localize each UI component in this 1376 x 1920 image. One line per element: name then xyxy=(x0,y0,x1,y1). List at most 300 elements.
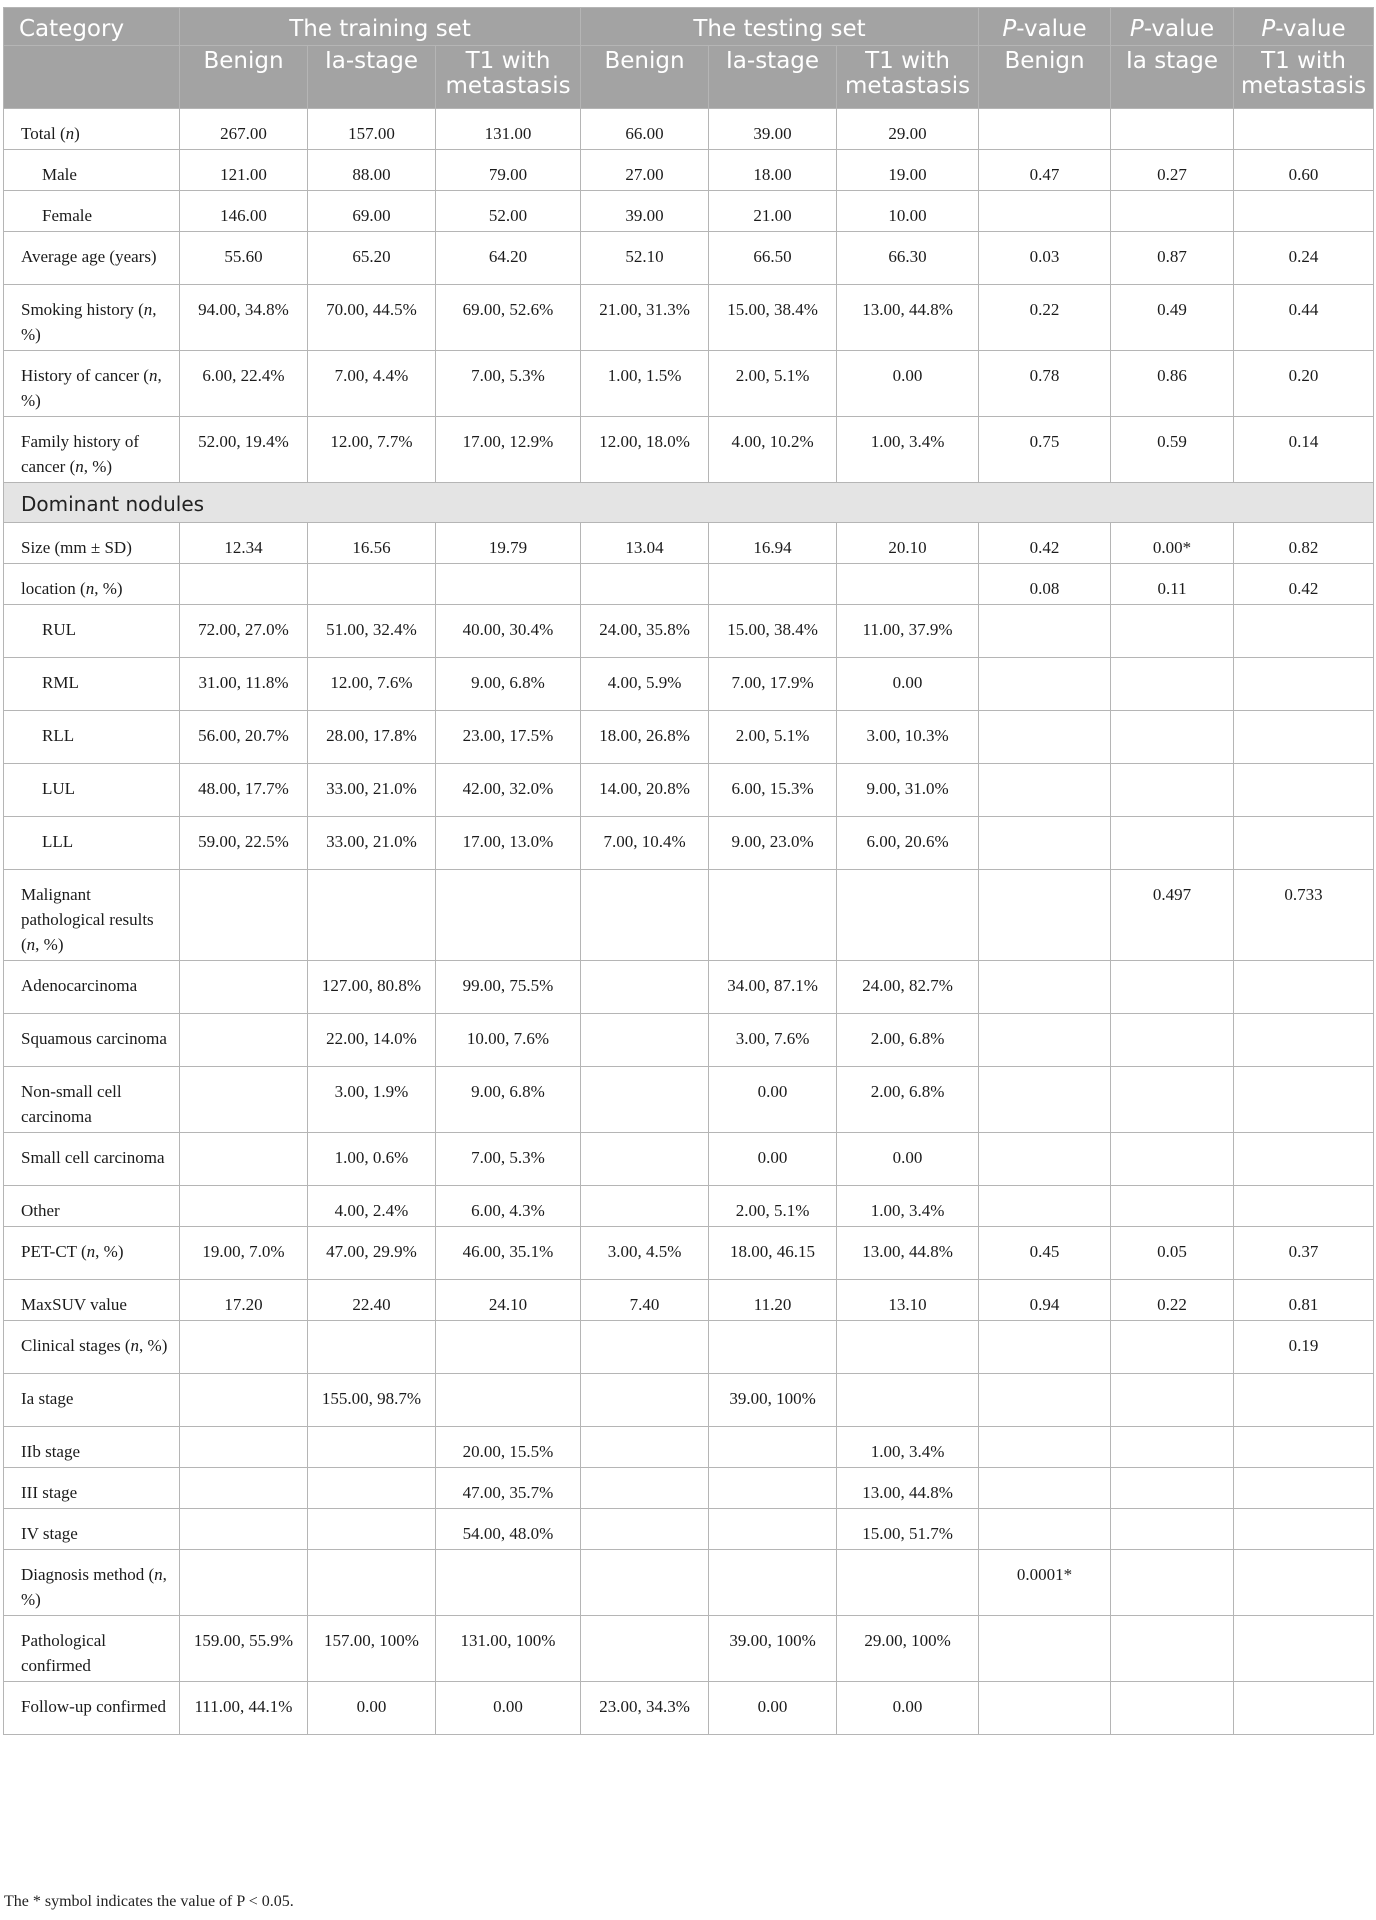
table-cell xyxy=(1111,605,1234,658)
table-cell: 0.27 xyxy=(1111,150,1234,191)
table-cell xyxy=(1111,1468,1234,1509)
table-cell xyxy=(308,1468,436,1509)
table-cell: 0.37 xyxy=(1234,1227,1374,1280)
table-cell xyxy=(1111,1321,1234,1374)
table-cell: 39.00, 100% xyxy=(709,1616,837,1682)
table-cell xyxy=(581,1067,709,1133)
table-cell xyxy=(709,1427,837,1468)
table-cell: 0.45 xyxy=(979,1227,1111,1280)
table-cell: 66.50 xyxy=(709,232,837,285)
table-cell xyxy=(1234,1509,1374,1550)
table-cell: 6.00, 20.6% xyxy=(837,817,979,870)
table-cell: 13.04 xyxy=(581,523,709,564)
table-cell: 28.00, 17.8% xyxy=(308,711,436,764)
table-cell: 1.00, 3.4% xyxy=(837,1186,979,1227)
table-cell xyxy=(1111,711,1234,764)
table-cell: 9.00, 6.8% xyxy=(436,658,581,711)
table-cell: 24.00, 35.8% xyxy=(581,605,709,658)
header-p-benign: Benign xyxy=(979,46,1111,109)
header-test-benign: Benign xyxy=(581,46,709,109)
table-cell xyxy=(581,870,709,961)
table-cell: 24.00, 82.7% xyxy=(837,961,979,1014)
table-row xyxy=(4,961,1374,1014)
table-cell: 52.00 xyxy=(436,191,581,232)
table-cell xyxy=(1111,764,1234,817)
table-cell xyxy=(581,961,709,1014)
table-row xyxy=(4,191,1374,232)
table-cell: 0.14 xyxy=(1234,417,1374,483)
table-cell: 47.00, 35.7% xyxy=(436,1468,581,1509)
table-cell: 11.20 xyxy=(709,1280,837,1321)
row-label: Ia stage xyxy=(4,1374,180,1427)
section-row xyxy=(4,483,1374,523)
table-cell: 3.00, 10.3% xyxy=(837,711,979,764)
table-cell: 9.00, 23.0% xyxy=(709,817,837,870)
table-cell: 15.00, 38.4% xyxy=(709,605,837,658)
table-cell: 15.00, 38.4% xyxy=(709,285,837,351)
table-cell xyxy=(180,961,308,1014)
table-cell: 0.42 xyxy=(1234,564,1374,605)
table-cell xyxy=(180,1133,308,1186)
table-cell: 7.00, 5.3% xyxy=(436,351,581,417)
table-cell: 94.00, 34.8% xyxy=(180,285,308,351)
header-test-ia-stage: Ia-stage xyxy=(709,46,837,109)
table-cell xyxy=(180,1186,308,1227)
table-row xyxy=(4,1682,1374,1735)
table-row xyxy=(4,1321,1374,1374)
table-cell: 69.00, 52.6% xyxy=(436,285,581,351)
table-cell xyxy=(837,1374,979,1427)
table-row xyxy=(4,711,1374,764)
row-label: RML xyxy=(4,658,180,711)
table-cell: 0.47 xyxy=(979,150,1111,191)
table-row xyxy=(4,870,1374,961)
table-cell: 17.00, 13.0% xyxy=(436,817,581,870)
table-cell: 29.00 xyxy=(837,109,979,150)
table-row xyxy=(4,1550,1374,1616)
table-cell xyxy=(979,1682,1111,1735)
table-cell xyxy=(180,1468,308,1509)
table-cell: 88.00 xyxy=(308,150,436,191)
table-cell: 20.10 xyxy=(837,523,979,564)
table-cell: 1.00, 0.6% xyxy=(308,1133,436,1186)
table-cell: 0.03 xyxy=(979,232,1111,285)
table-cell: 21.00 xyxy=(709,191,837,232)
table-cell xyxy=(1234,1186,1374,1227)
row-label: Male xyxy=(4,150,180,191)
table-cell: 22.40 xyxy=(308,1280,436,1321)
row-label: LUL xyxy=(4,764,180,817)
table-cell xyxy=(1111,1427,1234,1468)
table-cell: 40.00, 30.4% xyxy=(436,605,581,658)
table-cell: 11.00, 37.9% xyxy=(837,605,979,658)
table-cell xyxy=(837,564,979,605)
table-cell xyxy=(1234,961,1374,1014)
table-cell xyxy=(436,564,581,605)
table-cell: 111.00, 44.1% xyxy=(180,1682,308,1735)
table-cell: 22.00, 14.0% xyxy=(308,1014,436,1067)
table-row xyxy=(4,150,1374,191)
table-cell xyxy=(1111,1374,1234,1427)
table-body xyxy=(4,109,1374,1735)
table-cell: 29.00, 100% xyxy=(837,1616,979,1682)
table-cell: 10.00 xyxy=(837,191,979,232)
table-cell: 3.00, 7.6% xyxy=(709,1014,837,1067)
table-cell: 0.59 xyxy=(1111,417,1234,483)
table-cell xyxy=(180,564,308,605)
table-row xyxy=(4,1067,1374,1133)
table-row xyxy=(4,564,1374,605)
row-label: RUL xyxy=(4,605,180,658)
table-cell: 65.20 xyxy=(308,232,436,285)
table-cell: 46.00, 35.1% xyxy=(436,1227,581,1280)
row-label: Other xyxy=(4,1186,180,1227)
table-cell xyxy=(581,1550,709,1616)
table-cell xyxy=(1234,764,1374,817)
header-p-t1-metastasis: T1 with metastasis xyxy=(1234,46,1374,109)
table-cell xyxy=(308,1321,436,1374)
table-cell xyxy=(1111,1067,1234,1133)
table-cell: 2.00, 6.8% xyxy=(837,1067,979,1133)
table-cell: 0.86 xyxy=(1111,351,1234,417)
table-cell: 0.00 xyxy=(709,1682,837,1735)
table-cell xyxy=(709,1321,837,1374)
table-row xyxy=(4,605,1374,658)
header-train-ia-stage: Ia-stage xyxy=(308,46,436,109)
table-cell xyxy=(1111,1014,1234,1067)
table-cell xyxy=(1111,961,1234,1014)
table-cell xyxy=(837,1550,979,1616)
table-cell: 0.22 xyxy=(1111,1280,1234,1321)
table-cell xyxy=(1111,1550,1234,1616)
table-cell xyxy=(979,764,1111,817)
table-cell xyxy=(979,1616,1111,1682)
table-row xyxy=(4,764,1374,817)
table-cell: 0.00 xyxy=(709,1067,837,1133)
table-row xyxy=(4,351,1374,417)
table-cell: 47.00, 29.9% xyxy=(308,1227,436,1280)
table-cell xyxy=(1234,1427,1374,1468)
table-cell: 0.11 xyxy=(1111,564,1234,605)
table-cell: 0.42 xyxy=(979,523,1111,564)
table-cell xyxy=(436,1374,581,1427)
row-label: Average age (years) xyxy=(4,232,180,285)
table-cell: 51.00, 32.4% xyxy=(308,605,436,658)
table-cell: 19.00, 7.0% xyxy=(180,1227,308,1280)
table-cell xyxy=(1234,1014,1374,1067)
table-cell: 6.00, 22.4% xyxy=(180,351,308,417)
row-label: IIb stage xyxy=(4,1427,180,1468)
table-cell: 4.00, 10.2% xyxy=(709,417,837,483)
table-cell: 0.00 xyxy=(837,1682,979,1735)
table-cell xyxy=(1234,1616,1374,1682)
table-cell xyxy=(581,564,709,605)
table-cell xyxy=(1111,658,1234,711)
row-label: Follow-up confirmed xyxy=(4,1682,180,1735)
table-cell xyxy=(979,191,1111,232)
table-cell: 4.00, 5.9% xyxy=(581,658,709,711)
table-cell: 0.733 xyxy=(1234,870,1374,961)
row-label: Clinical stages (n, %) xyxy=(4,1321,180,1374)
table-cell xyxy=(979,1014,1111,1067)
table-cell xyxy=(581,1427,709,1468)
table-cell: 0.0001* xyxy=(979,1550,1111,1616)
table-cell: 0.87 xyxy=(1111,232,1234,285)
table-cell: 34.00, 87.1% xyxy=(709,961,837,1014)
table-cell: 12.00, 7.6% xyxy=(308,658,436,711)
table-cell: 9.00, 6.8% xyxy=(436,1067,581,1133)
table-cell: 19.00 xyxy=(837,150,979,191)
table-cell xyxy=(1234,817,1374,870)
table-cell xyxy=(979,711,1111,764)
table-row xyxy=(4,658,1374,711)
table-cell xyxy=(581,1133,709,1186)
table-cell xyxy=(979,961,1111,1014)
table-cell: 55.60 xyxy=(180,232,308,285)
table-cell: 21.00, 31.3% xyxy=(581,285,709,351)
table-cell xyxy=(581,1509,709,1550)
table-cell: 16.94 xyxy=(709,523,837,564)
table-cell xyxy=(1234,1067,1374,1133)
row-label: Diagnosis method (n, %) xyxy=(4,1550,180,1616)
table-cell xyxy=(308,564,436,605)
table-cell: 23.00, 34.3% xyxy=(581,1682,709,1735)
table-cell xyxy=(308,1550,436,1616)
table-cell: 7.00, 4.4% xyxy=(308,351,436,417)
table-row xyxy=(4,1014,1374,1067)
table-cell: 70.00, 44.5% xyxy=(308,285,436,351)
table-row xyxy=(4,1616,1374,1682)
table-cell xyxy=(979,1427,1111,1468)
table-cell xyxy=(436,870,581,961)
table-cell: 27.00 xyxy=(581,150,709,191)
table-cell: 1.00, 3.4% xyxy=(837,417,979,483)
table-cell: 20.00, 15.5% xyxy=(436,1427,581,1468)
table-cell xyxy=(180,1374,308,1427)
table-cell: 10.00, 7.6% xyxy=(436,1014,581,1067)
table-cell xyxy=(979,109,1111,150)
table-cell: 2.00, 6.8% xyxy=(837,1014,979,1067)
row-label: Squamous carcinoma xyxy=(4,1014,180,1067)
table-cell: 12.00, 7.7% xyxy=(308,417,436,483)
row-label: location (n, %) xyxy=(4,564,180,605)
characteristics-table-container xyxy=(3,7,1373,1735)
table-cell: 99.00, 75.5% xyxy=(436,961,581,1014)
table-cell: 131.00 xyxy=(436,109,581,150)
row-label: Small cell carcinoma xyxy=(4,1133,180,1186)
table-cell: 18.00, 26.8% xyxy=(581,711,709,764)
table-cell: 13.00, 44.8% xyxy=(837,1227,979,1280)
row-label: III stage xyxy=(4,1468,180,1509)
table-cell xyxy=(581,1321,709,1374)
table-cell: 0.60 xyxy=(1234,150,1374,191)
table-cell: 13.10 xyxy=(837,1280,979,1321)
table-cell: 0.05 xyxy=(1111,1227,1234,1280)
header-p-value-1: P-value xyxy=(979,8,1111,46)
header-testing-set: The testing set xyxy=(581,8,979,46)
table-cell: 39.00, 100% xyxy=(709,1374,837,1427)
table-cell xyxy=(180,1509,308,1550)
table-cell: 146.00 xyxy=(180,191,308,232)
header-train-benign: Benign xyxy=(180,46,308,109)
table-cell: 54.00, 48.0% xyxy=(436,1509,581,1550)
table-cell: 0.00 xyxy=(837,658,979,711)
table-cell: 267.00 xyxy=(180,109,308,150)
table-cell: 16.56 xyxy=(308,523,436,564)
table-row xyxy=(4,1133,1374,1186)
table-cell: 72.00, 27.0% xyxy=(180,605,308,658)
table-cell xyxy=(1234,605,1374,658)
row-label: Malignant pathological results (n, %) xyxy=(4,870,180,961)
table-cell xyxy=(1234,711,1374,764)
row-label: PET-CT (n, %) xyxy=(4,1227,180,1280)
table-row xyxy=(4,1468,1374,1509)
row-label: Size (mm ± SD) xyxy=(4,523,180,564)
table-cell xyxy=(180,1321,308,1374)
table-cell xyxy=(308,1509,436,1550)
table-cell: 66.30 xyxy=(837,232,979,285)
table-cell xyxy=(308,1427,436,1468)
table-cell: 4.00, 2.4% xyxy=(308,1186,436,1227)
table-row xyxy=(4,232,1374,285)
table-cell: 7.00, 5.3% xyxy=(436,1133,581,1186)
table-cell xyxy=(1234,1374,1374,1427)
table-cell: 17.20 xyxy=(180,1280,308,1321)
table-cell: 56.00, 20.7% xyxy=(180,711,308,764)
table-row xyxy=(4,1280,1374,1321)
table-cell: 0.94 xyxy=(979,1280,1111,1321)
table-cell: 19.79 xyxy=(436,523,581,564)
table-cell: 14.00, 20.8% xyxy=(581,764,709,817)
table-cell xyxy=(979,1468,1111,1509)
table-cell xyxy=(1111,1133,1234,1186)
table-cell xyxy=(979,1509,1111,1550)
table-cell: 0.44 xyxy=(1234,285,1374,351)
header-training-set: The training set xyxy=(180,8,581,46)
table-cell xyxy=(1234,1133,1374,1186)
table-cell: 2.00, 5.1% xyxy=(709,351,837,417)
table-cell xyxy=(180,1550,308,1616)
table-cell: 0.08 xyxy=(979,564,1111,605)
table-cell xyxy=(1111,817,1234,870)
table-cell: 79.00 xyxy=(436,150,581,191)
table-cell: 6.00, 15.3% xyxy=(709,764,837,817)
table-cell: 131.00, 100% xyxy=(436,1616,581,1682)
row-label: Pathological confirmed xyxy=(4,1616,180,1682)
table-row xyxy=(4,1186,1374,1227)
table-cell xyxy=(837,870,979,961)
table-cell xyxy=(180,1067,308,1133)
table-cell xyxy=(1234,1682,1374,1735)
table-cell xyxy=(1234,658,1374,711)
table-cell xyxy=(1111,1186,1234,1227)
table-cell: 0.81 xyxy=(1234,1280,1374,1321)
table-cell: 3.00, 1.9% xyxy=(308,1067,436,1133)
table-cell: 64.20 xyxy=(436,232,581,285)
table-cell xyxy=(581,1616,709,1682)
table-cell: 1.00, 3.4% xyxy=(837,1427,979,1468)
table-cell: 12.34 xyxy=(180,523,308,564)
table-cell xyxy=(1234,1468,1374,1509)
table-cell: 24.10 xyxy=(436,1280,581,1321)
header-test-t1-metastasis: T1 with metastasis xyxy=(837,46,979,109)
table-cell: 52.10 xyxy=(581,232,709,285)
table-cell: 157.00 xyxy=(308,109,436,150)
table-cell: 157.00, 100% xyxy=(308,1616,436,1682)
table-cell: 48.00, 17.7% xyxy=(180,764,308,817)
table-cell: 0.49 xyxy=(1111,285,1234,351)
table-cell xyxy=(709,564,837,605)
table-cell: 0.00 xyxy=(837,1133,979,1186)
table-cell: 0.00 xyxy=(308,1682,436,1735)
table-cell: 39.00 xyxy=(709,109,837,150)
table-cell: 23.00, 17.5% xyxy=(436,711,581,764)
table-cell: 0.24 xyxy=(1234,232,1374,285)
row-label: Female xyxy=(4,191,180,232)
table-cell xyxy=(436,1550,581,1616)
table-cell xyxy=(436,1321,581,1374)
table-cell xyxy=(1111,191,1234,232)
header-category: Category xyxy=(4,8,180,46)
header-train-t1-metastasis: T1 with metastasis xyxy=(436,46,581,109)
table-cell: 15.00, 51.7% xyxy=(837,1509,979,1550)
table-row xyxy=(4,1227,1374,1280)
row-label: Adenocarcinoma xyxy=(4,961,180,1014)
table-row xyxy=(4,1509,1374,1550)
table-row xyxy=(4,285,1374,351)
table-cell xyxy=(979,605,1111,658)
table-cell: 69.00 xyxy=(308,191,436,232)
table-cell: 13.00, 44.8% xyxy=(837,1468,979,1509)
row-label: IV stage xyxy=(4,1509,180,1550)
table-cell xyxy=(308,870,436,961)
table-cell: 0.00* xyxy=(1111,523,1234,564)
table-cell xyxy=(979,1321,1111,1374)
section-title: Dominant nodules xyxy=(4,483,1374,523)
table-cell: 18.00 xyxy=(709,150,837,191)
table-cell: 0.78 xyxy=(979,351,1111,417)
table-cell: 0.20 xyxy=(1234,351,1374,417)
table-cell xyxy=(709,1550,837,1616)
table-row xyxy=(4,523,1374,564)
row-label: LLL xyxy=(4,817,180,870)
table-cell: 159.00, 55.9% xyxy=(180,1616,308,1682)
table-cell: 127.00, 80.8% xyxy=(308,961,436,1014)
table-cell: 0.00 xyxy=(837,351,979,417)
table-cell: 12.00, 18.0% xyxy=(581,417,709,483)
row-label: Family history of cancer (n, %) xyxy=(4,417,180,483)
table-cell: 0.497 xyxy=(1111,870,1234,961)
table-row xyxy=(4,817,1374,870)
table-cell: 0.75 xyxy=(979,417,1111,483)
table-cell: 0.22 xyxy=(979,285,1111,351)
header-p-ia-stage: Ia stage xyxy=(1111,46,1234,109)
table-cell: 18.00, 46.15 xyxy=(709,1227,837,1280)
table-cell: 7.00, 10.4% xyxy=(581,817,709,870)
table-cell: 52.00, 19.4% xyxy=(180,417,308,483)
table-cell: 59.00, 22.5% xyxy=(180,817,308,870)
table-cell: 155.00, 98.7% xyxy=(308,1374,436,1427)
table-cell xyxy=(1111,1682,1234,1735)
row-label: Smoking history (n, %) xyxy=(4,285,180,351)
table-cell: 33.00, 21.0% xyxy=(308,764,436,817)
table-cell: 9.00, 31.0% xyxy=(837,764,979,817)
table-cell: 0.00 xyxy=(436,1682,581,1735)
header-empty-cell xyxy=(4,46,180,109)
table-cell: 17.00, 12.9% xyxy=(436,417,581,483)
table-cell xyxy=(581,1468,709,1509)
table-cell xyxy=(180,1014,308,1067)
